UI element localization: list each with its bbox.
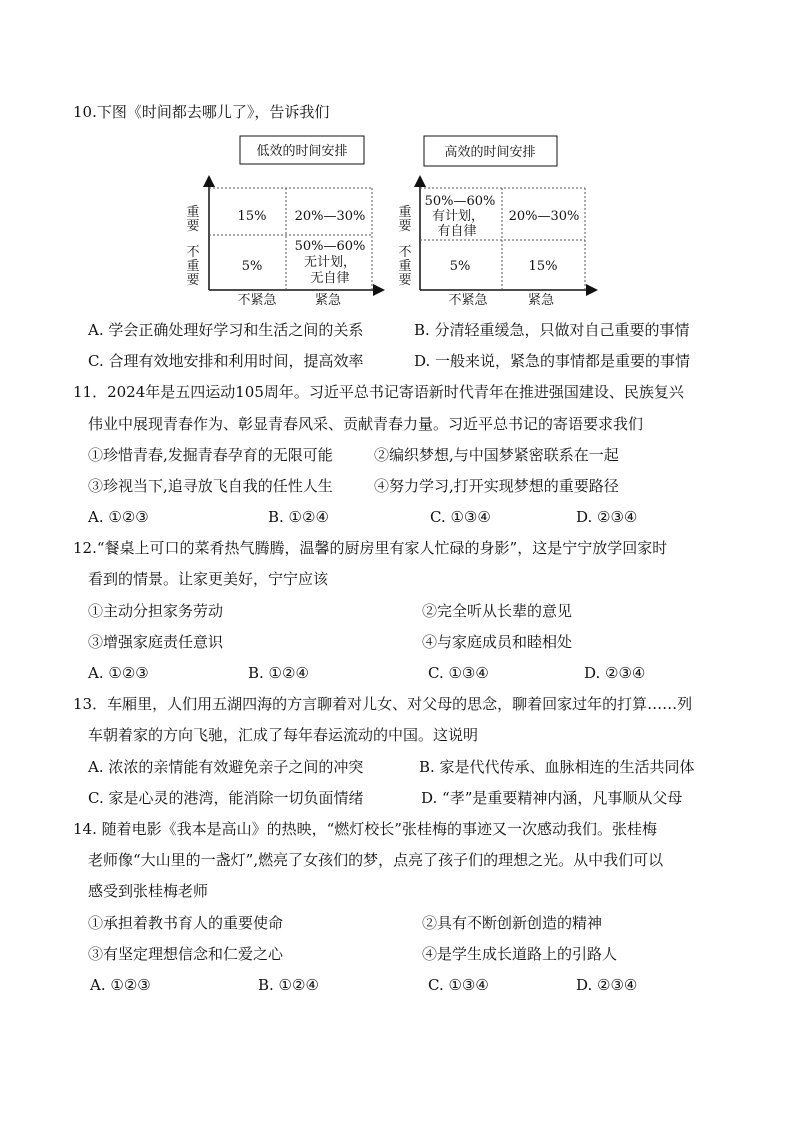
q13-stem-line2: 车朝着家的方向飞驰，汇成了每年春运流动的中国。这说明 [88,726,479,744]
q14-answer-c: C. ①③④ [428,976,489,994]
q13-stem-line1: 13．车厢里，人们用五湖四海的方言聊着对儿女、对父母的思念，聊着回家过年的打算……列 [73,695,693,713]
q12-item-1: ①主动分担家务劳动 [88,602,224,620]
high-efficiency-chart [398,136,595,308]
low-y-bottom-1: 不 [186,245,200,260]
high-cell-bl: 5% [449,259,471,274]
q11-stem-line2: 伟业中展现青春作为、彰显青春风采、贡献青春力量。习近平总书记的寄语要求我们 [88,415,644,433]
q14-answer-a: A. ①②③ [90,976,151,994]
high-cell-tl-3: 有自律 [437,224,477,239]
q14-item-2: ②具有不断创新创造的精神 [422,914,603,932]
low-cell-tr: 20%—30% [294,209,366,224]
low-cell-br-3: 无自律 [310,271,350,286]
q10-option-d: D. 一般来说，紧急的事情都是重要的事情 [414,352,691,370]
q11-answer-d: D. ②③④ [576,508,638,526]
q11-item-1: ①珍惜青春,发掘青春孕育的无限可能 [88,446,333,464]
high-y-bottom-3: 要 [398,273,412,288]
q14-item-1: ①承担着教书育人的重要使命 [88,914,284,932]
low-y-bottom-3: 要 [186,273,200,288]
q11-stem-line1: 11．2024年是五四运动105周年。习近平总书记寄语新时代青年在推进强国建设、民族复兴 [73,383,684,401]
high-y-top-2: 要 [398,219,412,234]
q12-stem-line2: 看到的情景。让家更美好，宁宁应该 [88,570,329,588]
q12-answer-b: B. ①②④ [248,664,309,682]
low-x-left: 不紧急 [237,293,277,308]
low-y-top-1: 重 [186,205,200,220]
q12-item-3: ③增强家庭责任意识 [88,633,224,651]
high-cell-tl-1: 50%—60% [424,194,496,209]
q10-option-b: B. 分清轻重缓急，只做对自己重要的事情 [414,321,690,339]
q13-option-c: C. 家是心灵的港湾，能消除一切负面情绪 [88,789,364,807]
q14-answer-d: D. ②③④ [576,976,638,994]
high-x-right: 紧急 [527,293,555,308]
q11-answer-a: A. ①②③ [88,508,149,526]
q14-item-3: ③有坚定理想信念和仁爱之心 [88,945,284,963]
q12-answer-a: A. ①②③ [88,664,149,682]
q10-option-a: A. 学会正确处理好学习和生活之间的关系 [88,321,364,339]
low-efficiency-chart [186,136,382,308]
q12-item-2: ②完全听从长辈的意见 [422,602,573,620]
q13-option-a: A. 浓浓的亲情能有效避免亲子之间的冲突 [88,758,364,776]
q14-stem-line2: 老师像“大山里的一盏灯”,燃亮了女孩们的梦，点亮了孩子们的理想之光。从中我们可以 [88,851,664,869]
q12-item-4: ④与家庭成员和睦相处 [422,633,573,651]
low-y-bottom-2: 重 [186,259,200,274]
low-title: 低效的时间安排 [256,144,348,159]
q12-answer-c: C. ①③④ [428,664,489,682]
q11-item-3: ③珍视当下,追寻放飞自我的任性人生 [88,477,333,495]
low-cell-br-2: 无计划， [303,255,357,270]
q12-stem-line1: 12.“餐桌上可口的菜肴热气腾腾，温馨的厨房里有家人忙碌的身影”，这是宁宁放学回家时 [73,539,668,557]
q14-answer-b: B. ①②④ [258,976,319,994]
q14-stem-line1: 14. 随着电影《我本是高山》的热映，“燃灯校长”张桂梅的事迹又一次感动我们。张桂梅 [73,820,657,838]
high-y-bottom-2: 重 [398,259,412,274]
high-title: 高效的时间安排 [444,145,536,160]
low-cell-bl: 5% [241,259,263,274]
q11-item-4: ④努力学习,打开实现梦想的重要路径 [374,477,619,495]
high-y-bottom-1: 不 [398,245,412,260]
low-cell-tl: 15% [237,209,267,224]
q11-item-2: ②编织梦想,与中国梦紧密联系在一起 [374,446,619,464]
high-cell-tr: 20%—30% [508,209,580,224]
q14-item-4: ④是学生成长道路上的引路人 [422,945,618,963]
high-x-left: 不紧急 [448,293,488,308]
q13-option-b: B. 家是代代传承、血脉相连的生活共同体 [419,758,695,776]
high-cell-tl-2: 有计划， [431,209,485,224]
q12-answer-d: D. ②③④ [584,664,646,682]
q11-answer-b: B. ①②④ [268,508,329,526]
q11-answer-c: C. ①③④ [430,508,491,526]
q10-stem: 10.下图《时间都去哪儿了》，告诉我们 [73,103,330,121]
q13-option-d: D. “孝”是重要精神内涵，凡事顺从父母 [421,789,683,807]
q10-diagram [0,128,794,328]
q10-option-c: C. 合理有效地安排和利用时间，提高效率 [88,352,364,370]
q14-stem-line3: 感受到张桂梅老师 [88,882,209,900]
low-y-top-2: 要 [186,219,200,234]
high-cell-br: 15% [528,259,558,274]
low-cell-br-1: 50%—60% [294,239,366,254]
high-y-top-1: 重 [398,205,412,220]
low-x-right: 紧急 [314,293,342,308]
